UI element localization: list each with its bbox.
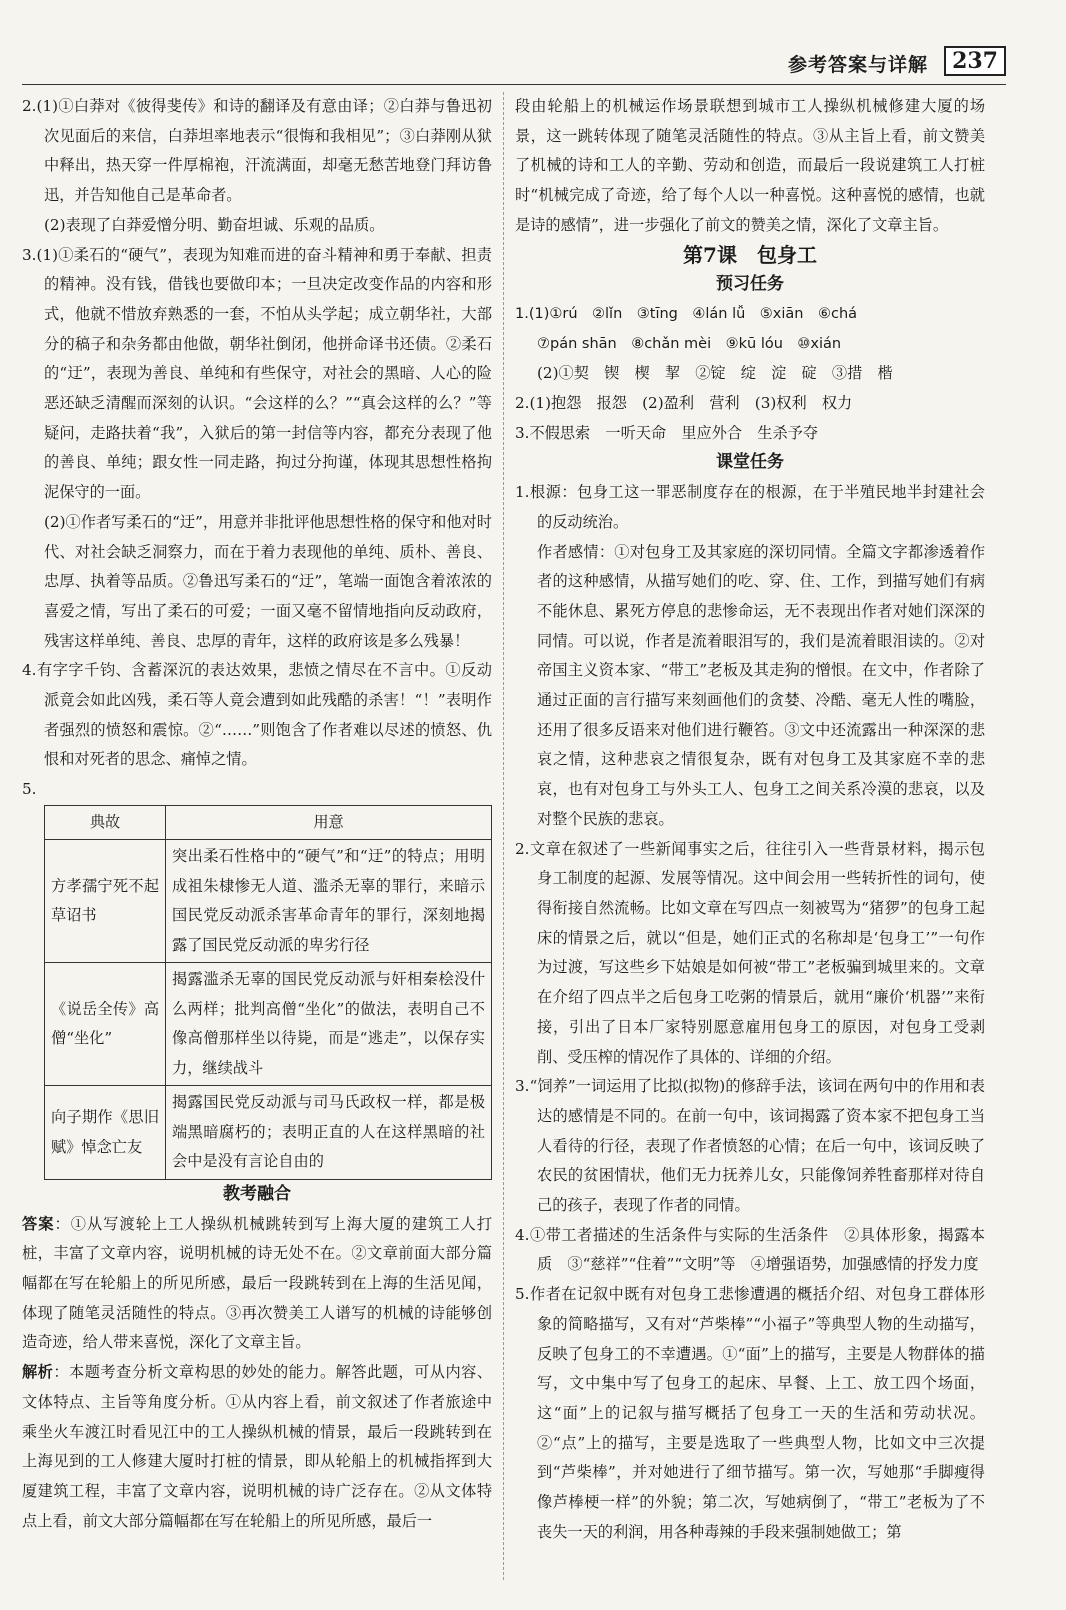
column-divider <box>503 92 504 1580</box>
section-heading-jiaokao: 教考融合 <box>223 1183 291 1204</box>
answer-4: 4.有字字千钧、含蓄深沉的表达效果，悲愤之情尽在不言中。①反动派竟会如此凶残，柔石等人竟会遭到如此残酷的杀害！“！”表明作者强烈的愤怒和震惊。②“……”则饱含了作者难以尽述的愤怒、仇恨和对死者的思念、痛悼之情。 <box>22 661 492 769</box>
analysis-label: 解析 <box>22 1363 54 1382</box>
table-cell-intent: 揭露滥杀无辜的国民党反动派与奸相秦桧没什么两样；批判高僧“坐化”的做法，表明自己不像高僧那样坐以待毙，而是“逃走”，以保存实力，继续战斗 <box>166 963 492 1086</box>
jiaokao-analysis <box>22 1358 492 1536</box>
allusion-table <box>44 805 492 1180</box>
class-answer-3: 3.“饲养”一词运用了比拟(拟物)的修辞手法，该词在两句中的作用和表达的感情是不同的。在前一句中，该词揭露了资本家不把包身工当人看待的行径，表现了作者愤怒的心情；在后一句中，该词反映了农民的贫困情状，他们无力抚养儿女，只能像饲养牲畜那样对待自己的孩子，表现了作者的同情。 <box>515 1077 985 1215</box>
answer-text: ：①从写渡轮上工人操纵机械跳转到写上海大厦的建筑工人打桩，丰富了文章内容，说明机械的诗无处不在。②文章前面大部分篇幅都在写在轮船上的所见所感，最后一段跳转到在上海的生活见闻，体现了随笔灵活随性的特点。③再次赞美工人谱写的机械的诗能够创造奇迹，给人带来喜悦，深化了文章主旨。 <box>22 1214 493 1352</box>
jiaokao-answer <box>22 1210 492 1359</box>
answer-5-label: 5. <box>22 780 37 799</box>
class-answer-4: 4.①带工者描述的生活条件与实际的生活条件 ②具体形象，揭露本质 ③“慈祥”“住着”“文明”等 ④增强语势，加强感情的抒发力度 <box>515 1225 985 1274</box>
preview-line-1: 1.(1)①rú ②lǐn ③tīng ④lán lǚ ⑤xiān ⑥chá <box>515 305 858 322</box>
section-heading-class: 课堂任务 <box>716 452 784 473</box>
table-cell-allusion: 方孝孺宁死不起草诏书 <box>45 840 166 963</box>
table-row <box>45 963 492 1086</box>
table-header-row <box>45 805 492 840</box>
answer-3-part2: (2)①作者写柔石的“迂”，用意并非批评他思想性格的保守和他对时代、对社会缺乏洞察力，而在于着力表现他的单纯、质朴、善良、忠厚、执着等品质。②鲁迅写柔石的“迂”，笔端一面饱含着浓浓的喜爱之情，写出了柔石的可爱；一面又毫不留情地指向反动政府，残害这样单纯、善良、忠厚的青年，这样的政府该是多么残暴！ <box>44 512 492 650</box>
class-answer-2: 2.文章在叙述了一些新闻事实之后，往往引入一些背景材料，揭示包身工制度的起源、发展等情况。这中间会用一些转折性的词句，使得衔接自然流畅。比如文章在写四点一刻被骂为“猪猡”的包身工起床的情景之后，就以“但是，她们正式的名称却是‘包身工’”一句作为过渡，写这些乡下姑娘是如何被“带工”老板骗到城里来的。文章在介绍了四点半之后包身工吃粥的情景后，就用“廉价‘机器’”来衔接，引出了日本厂家特别愿意雇用包身工的原因，对包身工受剥削、受压榨的情况作了具体的、详细的介绍。 <box>515 839 985 1066</box>
table-header-cell: 典故 <box>45 805 166 840</box>
header-rule <box>22 84 1006 85</box>
answer-2-part2: (2)表现了白莽爱憎分明、勤奋坦诚、乐观的品质。 <box>44 215 385 234</box>
table-cell-allusion: 向子期作《思旧赋》悼念亡友 <box>45 1086 166 1180</box>
table-cell-intent: 突出柔石性格中的“硬气”和“迂”的特点；用明成祖朱棣惨无人道、滥杀无辜的罪行，来暗示国民党反动派杀害革命青年的罪行，深刻地揭露了国民党反动派的卑劣行径 <box>166 840 492 963</box>
answer-2-part1: 2.(1)①白莽对《彼得斐传》和诗的翻译及有意由译；②白莽与鲁迅初次见面后的来信，白莽坦率地表示“很悔和我相见”；③白莽刚从狱中释出，热天穿一件厚棉袍，汗流满面，却毫无愁苦地登门拜访鲁迅，并告知他自己是革命者。 <box>22 97 492 205</box>
page-number: 237 <box>944 46 1006 76</box>
preview-line-4: 2.(1)抱怨 报怨 (2)盈利 营利 (3)权利 权力 <box>515 394 853 413</box>
table-cell-intent: 揭露国民党反动派与司马氏政权一样，都是极端黑暗腐朽的；表明正直的人在这样黑暗的社会中是没有言论自由的 <box>166 1086 492 1180</box>
preview-line-3: (2)①契 锲 楔 挈 ②锭 绽 淀 碇 ③措 楷 <box>537 364 893 383</box>
class-answer-5: 5.作者在记叙中既有对包身工悲惨遭遇的概括介绍、对包身工群体形象的简略描写，又有对“芦柴棒”“小福子”等典型人物的生动描写，反映了包身工的不幸遭遇。①“面”上的描写，主要是人物群体的描写，文中集中写了包身工的起床、早餐、上工、放工四个场面，这“面”上的记叙与描写概括了包身工一天的生活和劳动状况。②“点”上的描写，主要是选取了一些典型人物，比如文中三次提到“芦柴棒”，并对她进行了细节描写。第一次，写她那“手脚瘦得像芦棒梗一样”的外貌；第二次，写她病倒了，“带工”老板为了不丧失一天的利润，用各种毒辣的手段来强制她做工；第 <box>515 1285 985 1541</box>
answer-3-part1: 3.(1)①柔石的“硬气”，表现为知难而进的奋斗精神和勇于奉献、担责的精神。没有钱，借钱也要做印本；一旦决定改变作品的内容和形式，他就不惜放弃熟悉的一套，不怕从头学起；成立朝华社，大部分的稿子和杂务都由他做，朝华社倒闭，他拼命译书还债。②柔石的“迂”，表现为善良、单纯和有些保守，对社会的黑暗、人心的险恶还缺乏清醒而深刻的认识。“会这样的么？”“真会这样的么？”等疑问，走路扶着“我”，入狱后的第一封信等内容，都充分表现了他的善良、单纯；跟女性一同走路，拘过分拘谨，体现其思想性格拘泥保守的一面。 <box>22 245 492 502</box>
table-header-cell: 用意 <box>166 805 492 840</box>
lesson-title: 第7课 包身工 <box>683 242 817 267</box>
preview-line-2: ⑦pán shān ⑧chǎn mèi ⑨kū lóu ⑩xián <box>537 335 842 352</box>
table-cell-allusion: 《说岳全传》高僧“坐化” <box>45 963 166 1086</box>
class-answer-1b: 作者感情：①对包身工及其家庭的深切同情。全篇文字都渗透着作者的这种感情，从描写她们的吃、穿、住、工作，到描写她们有病不能休息、累死方停息的悲惨命运，无不表现出作者对她们深深的同情。可以说，作者是流着眼泪写的，我们是流着眼泪读的。②对帝国主义资本家、“带工”老板及其走狗的憎恨。在文中，作者除了通过正面的言行描写来刻画他们的贪婪、冷酷、毫无人性的嘴脸，还用了很多反语来对他们进行鞭笞。③文中还流露出一种深深的悲哀之情，这种悲哀之情很复杂，既有对包身工及其家庭不幸的悲哀，也有对包身工与外头工人、包身工之间关系冷漠的悲哀，以及对整个民族的悲哀。 <box>537 542 985 828</box>
class-answer-1a: 1.根源：包身工这一罪恶制度存在的根源，在于半殖民地半封建社会的反动统治。 <box>515 483 985 531</box>
header-title: 参考答案与详解 <box>787 54 928 76</box>
preview-line-5: 3.不假思索 一听天命 里应外合 生杀予夺 <box>515 423 819 442</box>
analysis-text: ：本题考查分析文章构思的妙处的能力。解答此题，可从内容、文体特点、主旨等角度分析。①从内容上看，前文叙述了作者旅途中乘坐火车渡江时看见江中的工人操纵机械的情景，最后一段跳转到在上海见到的工人修建大厦时打桩的情景，即从轮船上的机械指挥到大厦建筑工程，丰富了文章内容，说明机械的诗广泛存在。②从文体特点上看，前文大部分篇幅都在写在轮船上的所见所感，最后一 <box>22 1363 493 1530</box>
section-heading-preview: 预习任务 <box>716 274 784 295</box>
table-row <box>45 840 492 963</box>
left-column <box>22 92 492 1536</box>
page-header <box>0 44 1006 84</box>
answer-label: 答案 <box>22 1214 55 1233</box>
table-row <box>45 1086 492 1180</box>
right-column <box>515 92 985 1547</box>
continued-analysis: 段由轮船上的机械运作场景联想到城市工人操纵机械修建大厦的场景，这一跳转体现了随笔灵活随性的特点。③从主旨上看，前文赞美了机械的诗和工人的辛勤、劳动和创造，而最后一段说建筑工人打桩时“机械完成了奇迹，给了每个人以一种喜悦。这种喜悦的感情，也就是诗的感情”，进一步强化了前文的赞美之情，深化了文章主旨。 <box>515 97 985 234</box>
